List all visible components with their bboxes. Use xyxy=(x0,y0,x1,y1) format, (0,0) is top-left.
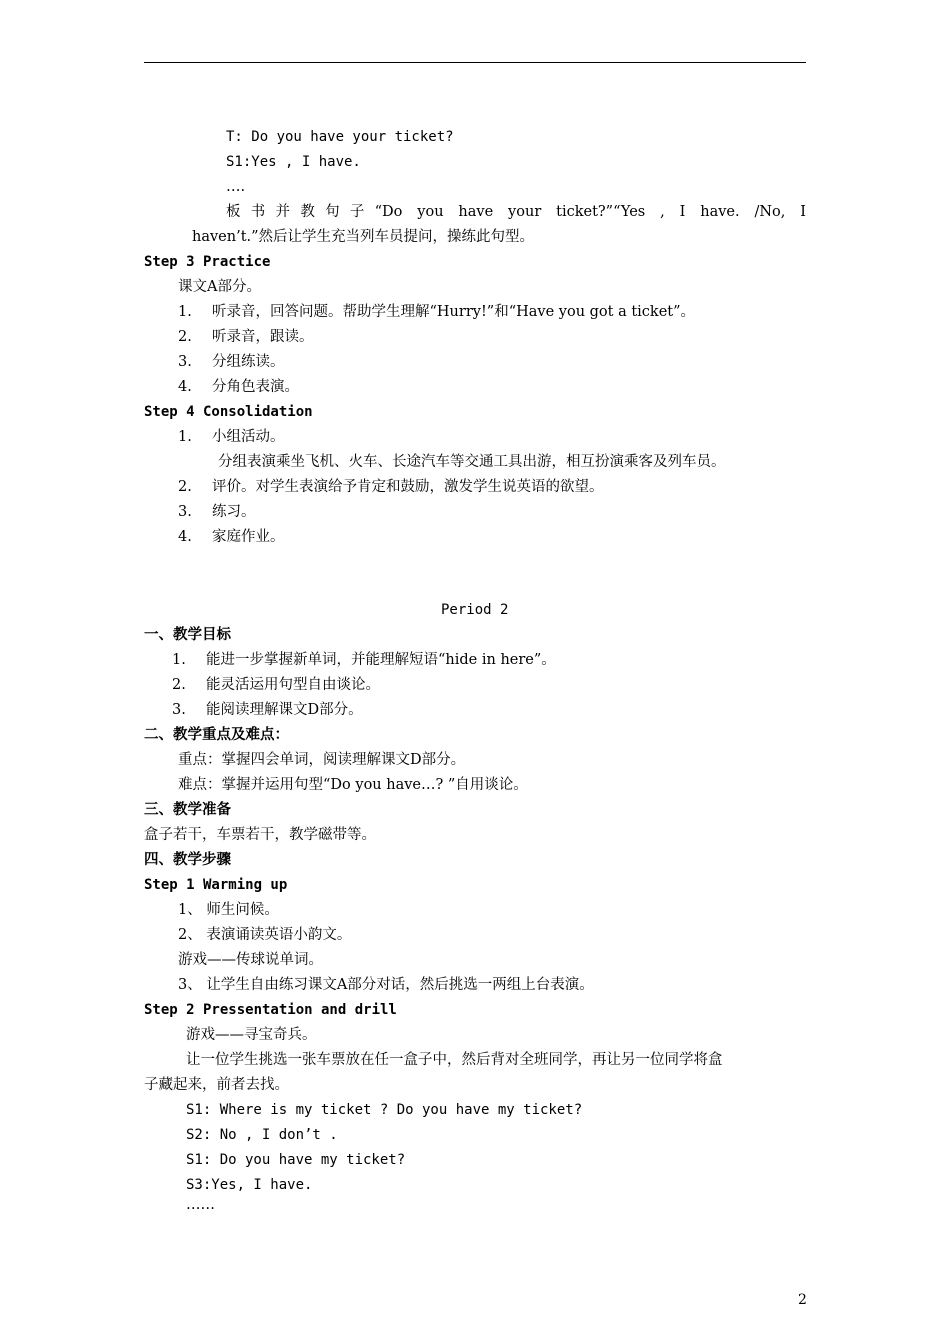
period-title: Period 2 xyxy=(441,602,509,618)
list-item xyxy=(178,377,299,397)
section-heading: 四、教学步骤 xyxy=(144,851,231,868)
list-number: 2. xyxy=(172,677,186,693)
paragraph-line: 课文A部分。 xyxy=(178,279,261,295)
list-number: 4. xyxy=(178,379,192,395)
ellipsis: …. xyxy=(226,179,246,195)
dialogue-line: T: Do you have your ticket? xyxy=(226,129,454,145)
section-heading: 一、教学目标 xyxy=(144,626,231,643)
paragraph-line: 分组表演乘坐飞机、火车、长途汽车等交通工具出游，相互扮演乘客及列车员。 xyxy=(218,454,726,470)
list-text: 分组练读。 xyxy=(212,354,285,370)
list-item xyxy=(178,327,314,347)
list-text: 能灵活运用句型自由谈论。 xyxy=(206,677,380,693)
step-heading: Step 3 Practice xyxy=(144,254,271,270)
list-item xyxy=(178,352,285,372)
paragraph-line: 游戏——寻宝奇兵。 xyxy=(186,1027,317,1043)
paragraph-line: 重点：掌握四会单词，阅读理解课文D部分。 xyxy=(178,752,466,768)
list-item xyxy=(178,502,256,522)
ellipsis: …… xyxy=(186,1197,215,1213)
list-number: 2. xyxy=(178,479,192,495)
paragraph-line: haven’t.”然后让学生充当列车员提问，操练此句型。 xyxy=(192,229,535,245)
list-number: 4. xyxy=(178,529,192,545)
step-heading: Step 4 Consolidation xyxy=(144,404,313,420)
paragraph-line: 子藏起来，前者去找。 xyxy=(144,1077,289,1093)
list-item: 2、 表演诵读英语小韵文。 xyxy=(178,927,352,943)
dialogue-line: S1: Where is my ticket ? Do you have my ticket? xyxy=(186,1102,583,1118)
list-number: 2. xyxy=(178,329,192,345)
list-text: 练习。 xyxy=(212,504,256,520)
list-number: 3. xyxy=(178,504,192,520)
list-text: 评价。对学生表演给予肯定和鼓励，激发学生说英语的欲望。 xyxy=(212,479,604,495)
dialogue-line: S2: No , I don’t . xyxy=(186,1127,338,1143)
list-text: 家庭作业。 xyxy=(212,529,285,545)
paragraph-line: 让一位学生挑选一张车票放在任一盒子中，然后背对全班同学，再让另一位同学将盒 xyxy=(186,1052,723,1068)
list-number: 1. xyxy=(172,652,186,668)
paragraph-line: 难点：掌握并运用句型“Do you have…? ”自用谈论。 xyxy=(178,777,528,793)
paragraph-line: 游戏——传球说单词。 xyxy=(178,952,323,968)
list-text: 能阅读理解课文D部分。 xyxy=(206,702,363,718)
list-item xyxy=(178,302,695,322)
list-text: 听录音，回答问题。帮助学生理解“Hurry!”和“Have you got a ticket”。 xyxy=(212,304,696,320)
step-heading: Step 2 Pressentation and drill xyxy=(144,1002,397,1018)
dialogue-line: S1: Do you have my ticket? xyxy=(186,1152,406,1168)
list-number: 3. xyxy=(178,354,192,370)
list-item xyxy=(172,675,380,695)
list-number: 1. xyxy=(178,304,192,320)
list-item xyxy=(172,650,556,670)
dialogue-line: S1:Yes , I have. xyxy=(226,154,361,170)
list-text: 小组活动。 xyxy=(212,429,285,445)
header-rule xyxy=(144,62,806,63)
step-heading: Step 1 Warming up xyxy=(144,877,288,893)
paragraph-line: 盒子若干，车票若干，教学磁带等。 xyxy=(144,827,376,843)
list-item xyxy=(172,700,363,720)
page-number: 2 xyxy=(798,1292,807,1308)
list-item xyxy=(178,477,604,497)
list-item xyxy=(178,527,285,547)
list-number: 3. xyxy=(172,702,186,718)
list-item xyxy=(178,427,285,447)
list-item: 1、 师生问候。 xyxy=(178,902,279,918)
list-text: 听录音，跟读。 xyxy=(212,329,314,345)
paragraph-line: 板书并教句子“Do you have your ticket?”“Yes , I have. /No, I xyxy=(226,204,806,220)
section-heading: 二、教学重点及难点： xyxy=(144,726,289,743)
list-number: 1. xyxy=(178,429,192,445)
list-text: 分角色表演。 xyxy=(212,379,299,395)
list-item: 3、 让学生自由练习课文A部分对话，然后挑选一两组上台表演。 xyxy=(178,977,594,993)
list-text: 能进一步掌握新单词，并能理解短语“hide in here”。 xyxy=(206,652,556,668)
dialogue-line: S3:Yes, I have. xyxy=(186,1177,313,1193)
section-heading: 三、教学准备 xyxy=(144,801,231,818)
